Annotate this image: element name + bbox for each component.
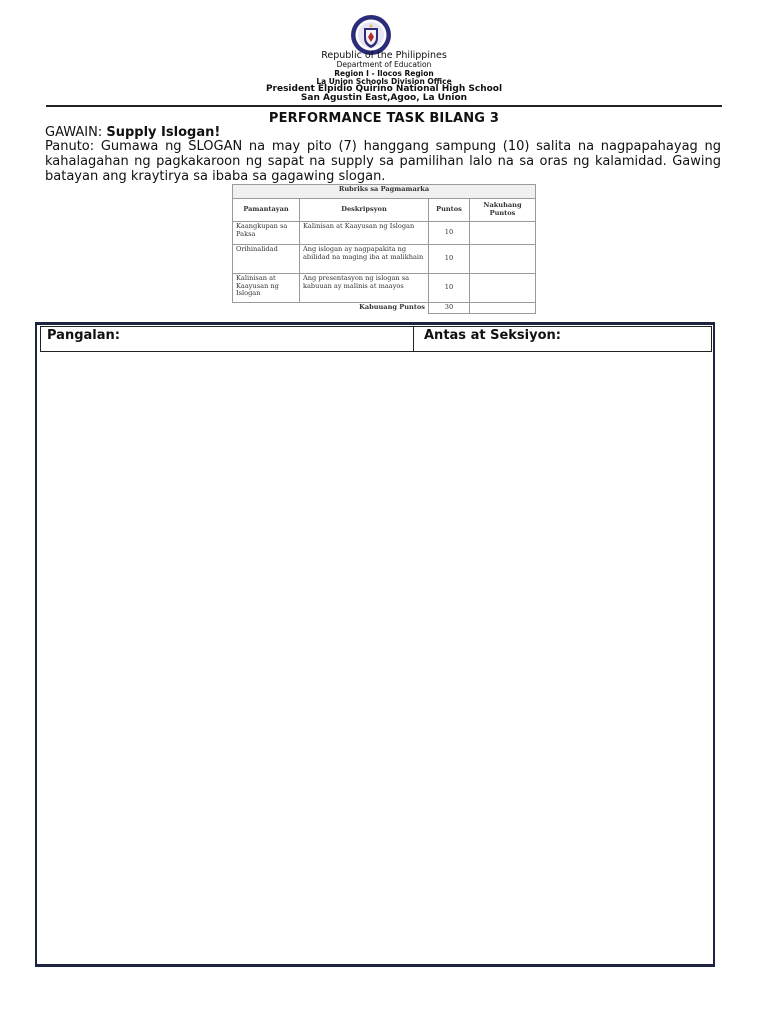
answer-area[interactable] [35,322,715,967]
rubric-row [233,274,536,303]
header-department: Department of Education [336,60,432,69]
task-instructions: Panuto: Gumawa ng SLOGAN na may pito (7) hanggang sampung (10) salita na nagpapahayag ng kahalagahan ng pagkakaroon ng sapat na supply sa pamilihan lalo na sa oras ng kalamidad. Gawing batayan ang kraytirya sa ibaba sa gagawing slogan. [45,139,721,184]
rubric-total-points: 30 [429,303,470,314]
section-label: Antas at Seksiyon: [424,328,561,343]
gawain-title: Supply Islogan! [106,125,221,140]
rubric-description: Ang presentasyon ng islogan sa kabuuan ay malinis at maayos [300,274,429,303]
rubric-earned-cell[interactable] [470,245,536,274]
task-gawain [45,125,220,140]
rubric-earned-cell[interactable] [470,274,536,303]
rubric-caption: Rubriks sa Pagmamarka [233,185,536,199]
rubric-header-description: Deskripsyon [300,199,429,222]
rubric-earned-cell[interactable] [470,222,536,245]
rubric-criterion: Orihinalidad [233,245,300,274]
rubric-total-row [233,303,536,314]
rubric-row [233,245,536,274]
rubric-description: Ang islogan ay nagpapakita ng abilidad na maging iba at malikhain [300,245,429,274]
name-field[interactable] [41,327,414,351]
rubric-criterion: Kalinisan at Kaayusan ng Islogan [233,274,300,303]
rubric-header-earned: Nakuhang Puntos [470,199,536,222]
header-republic: Republic of the Philippines [321,50,447,61]
student-info-row [40,326,712,352]
rubric-description: Kalinisan at Kaayusan ng Islogan [300,222,429,245]
rubric-total-earned[interactable] [470,303,536,314]
header-region: Region I - Ilocos Region [334,69,434,78]
rubric-table [232,184,536,314]
rubric-points: 10 [429,222,470,245]
rubric-row [233,222,536,245]
task-title: PERFORMANCE TASK BILANG 3 [268,111,500,126]
header-address: San Agustin East,Agoo, La Union [300,93,468,103]
section-field[interactable] [414,327,711,351]
rubric-header-row [233,199,536,222]
header-division: La Union Schools Division Office [316,77,452,86]
rubric-header-points: Puntos [429,199,470,222]
header-divider [46,105,722,107]
header-school: President Elpidio Quirino National High School [265,84,503,94]
rubric-points: 10 [429,245,470,274]
rubric-points: 10 [429,274,470,303]
name-label: Pangalan: [47,328,120,343]
rubric-criterion: Kaangkupan sa Paksa [233,222,300,245]
gawain-label: GAWAIN: [45,125,107,140]
rubric-total-label: Kabuuang Puntos [233,303,429,314]
rubric-header-criterion: Pamantayan [233,199,300,222]
